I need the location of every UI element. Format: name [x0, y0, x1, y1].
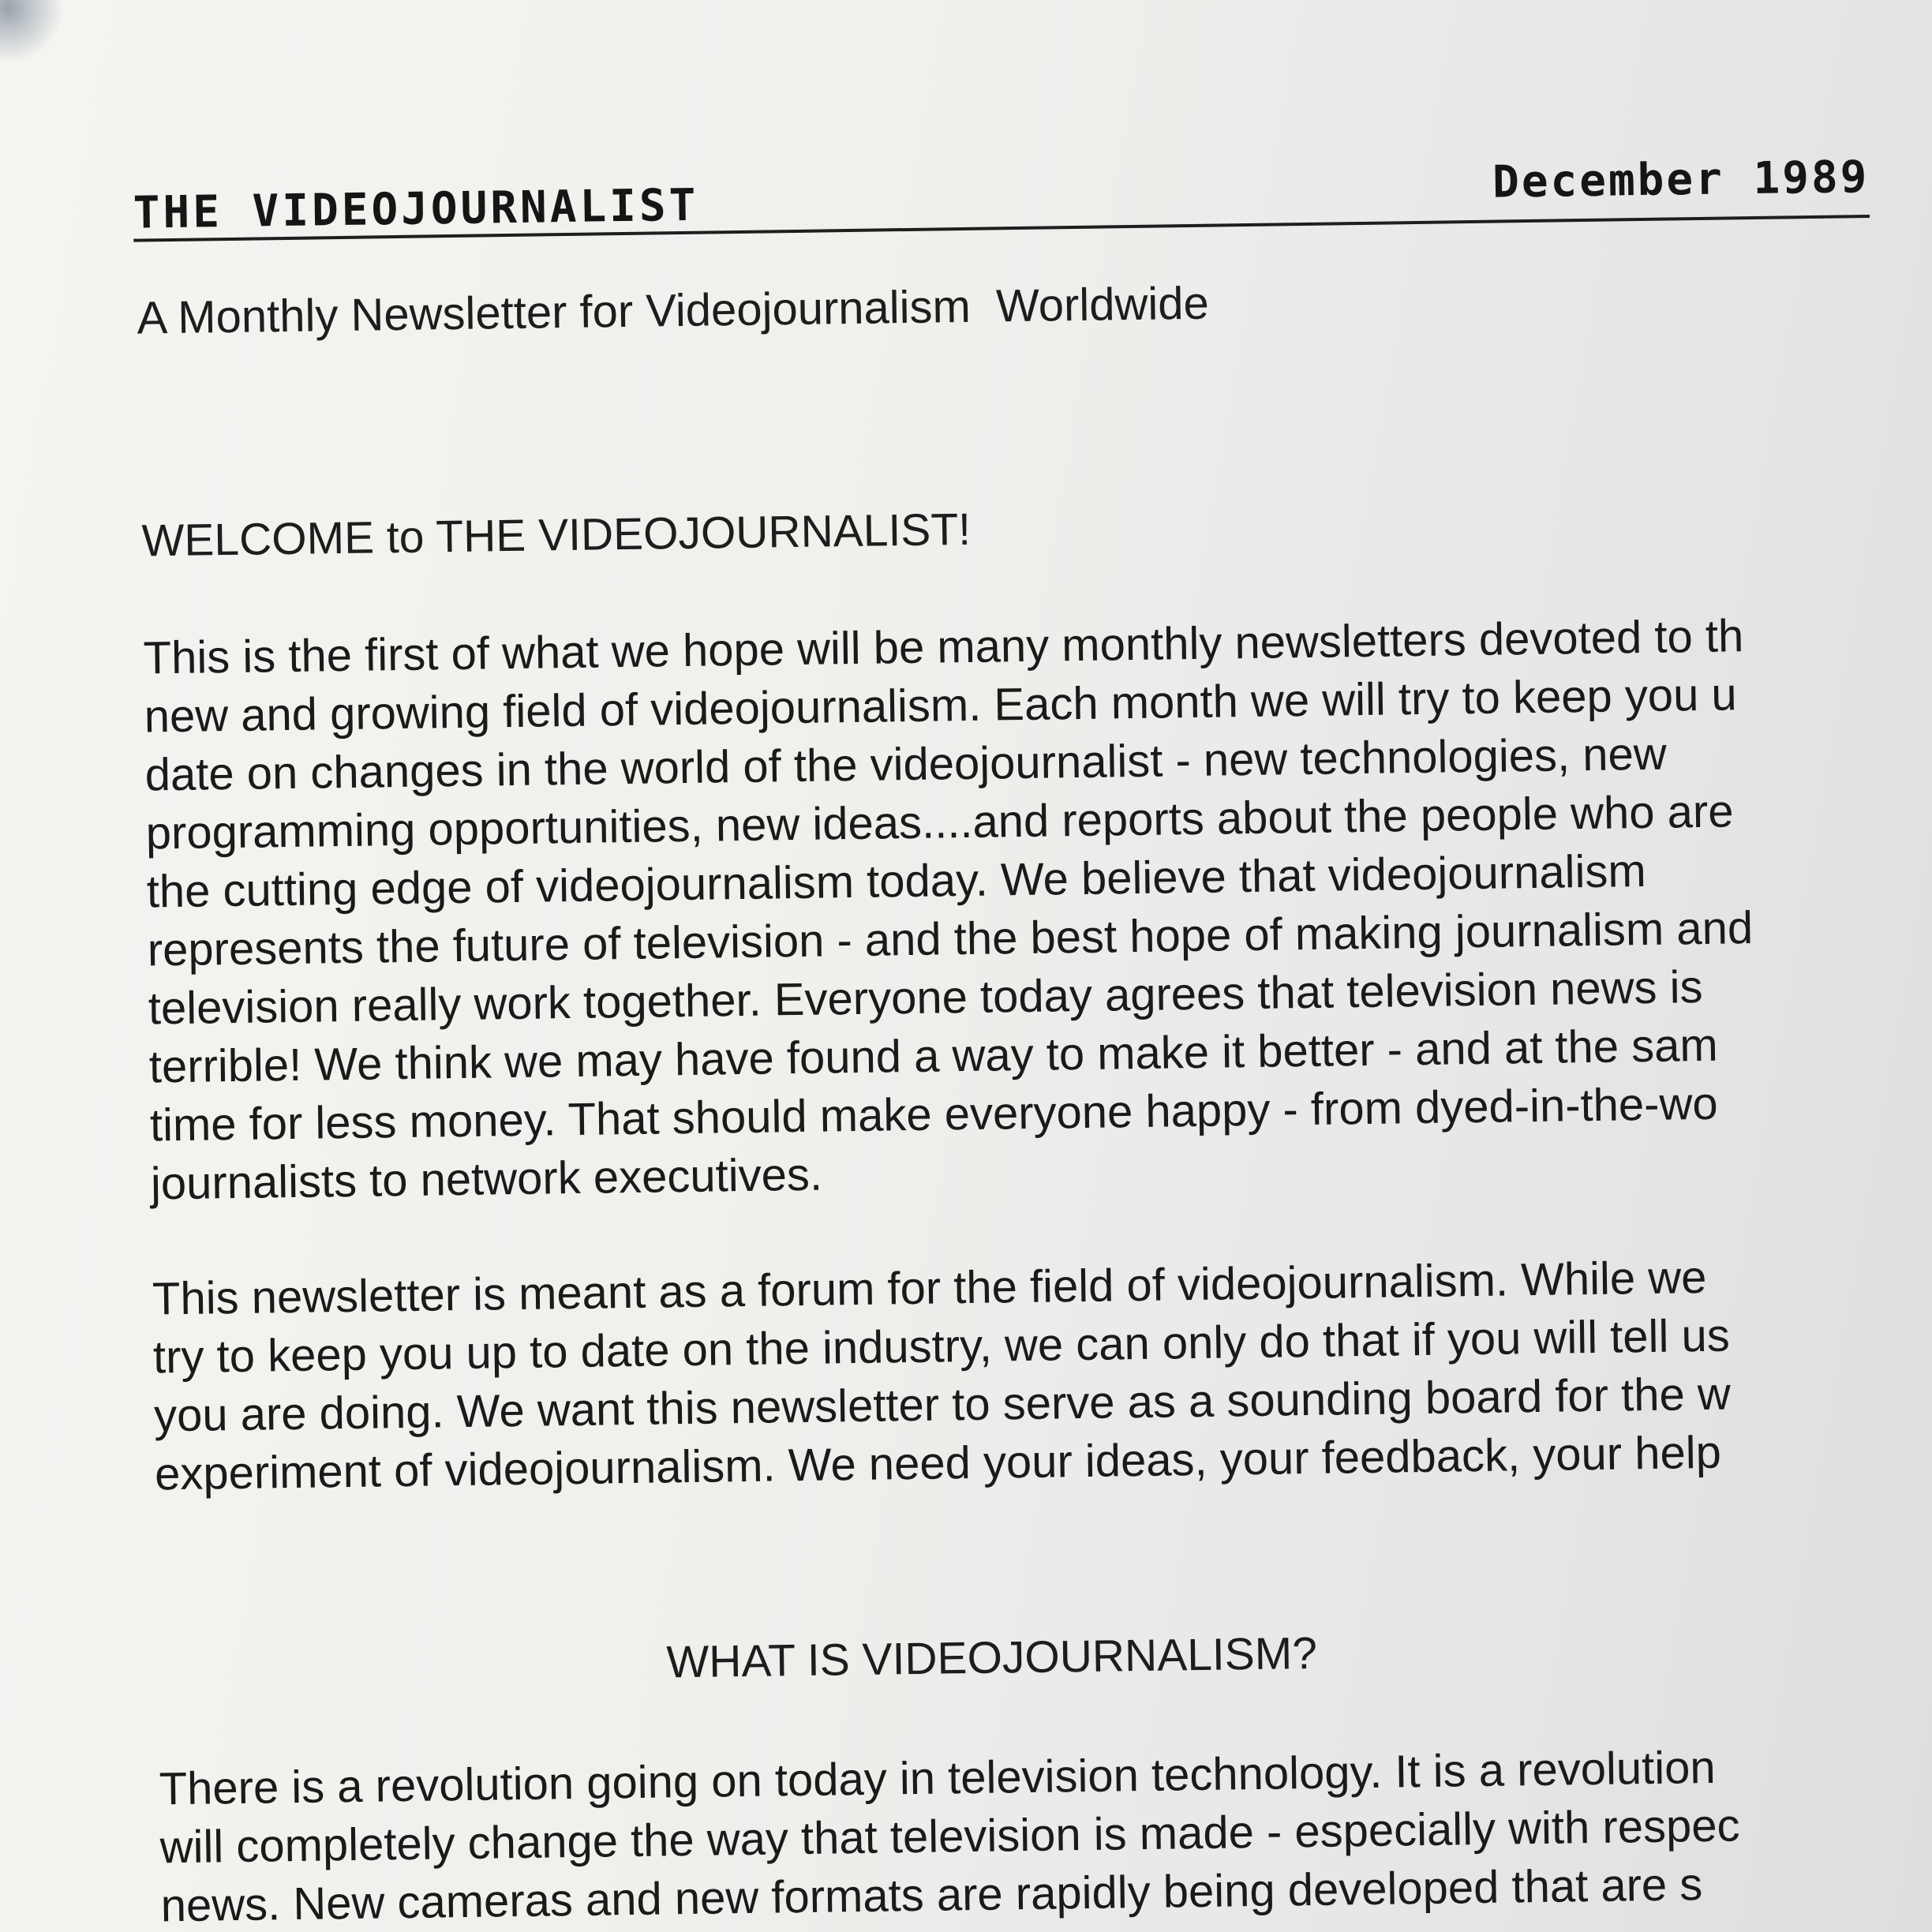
paragraph-line: will completely change the way that television is made - especially with respec [159, 1799, 1740, 1874]
masthead-date: December 1989 [1492, 151, 1870, 208]
paragraph-line: experiment of videojournalism. We need your ideas, your feedback, your help [154, 1426, 1722, 1500]
paragraph-line: represents the future of television - and the best hope of making journalism and [147, 902, 1754, 976]
paragraph-line: try to keep you up to date on the industry, we can only do that if you will tell us [152, 1309, 1731, 1383]
paragraph-line: you are doing. We want this newsletter to serve as a sounding board for the w [153, 1368, 1732, 1442]
newsletter-subtitle: A Monthly Newsletter for Videojournalism Worldwide [137, 277, 1210, 344]
paragraph-revolution [159, 1738, 1741, 1932]
paragraph-line: news. New cameras and new formats are rapidly being developed that are s [160, 1859, 1703, 1932]
paragraph-line: date on changes in the world of the videojournalist - new technologies, new [144, 728, 1668, 801]
paragraph-line: This is the first of what we hope will be many monthly newsletters devoted to th [143, 610, 1744, 684]
welcome-heading: WELCOME to THE VIDEOJOURNALIST! [141, 504, 972, 567]
section-heading: WHAT IS VIDEOJOURNALISM? [666, 1627, 1318, 1688]
masthead [133, 152, 1870, 239]
paragraph-line: television really work together. Everyone today agrees that television news is [148, 961, 1703, 1035]
paragraph-line: time for less money. That should make everyone happy - from dyed-in-the-wo [149, 1077, 1719, 1151]
masthead-title: THE VIDEOJOURNALIST [133, 179, 699, 239]
paragraph-intro [143, 607, 1757, 1213]
paragraph-line: This newsletter is meant as a forum for the field of videojournalism. While we [152, 1251, 1707, 1325]
paragraph-line: the cutting edge of videojournalism today. We believe that videojournalism [146, 844, 1647, 918]
paragraph-line: journalists to network executives. [150, 1148, 823, 1210]
paragraph-line: There is a revolution going on today in television technology. It is a revolution [159, 1741, 1717, 1815]
paragraph-line: programming opportunities, new ideas....and reports about the people who are [145, 785, 1734, 859]
paragraph-line: terrible! We think we may have found a way to make it better - and at the sam [148, 1019, 1719, 1093]
paragraph-forum [152, 1249, 1732, 1504]
paragraph-line: new and growing field of videojournalism. Each month we will try to keep you u [144, 668, 1738, 743]
